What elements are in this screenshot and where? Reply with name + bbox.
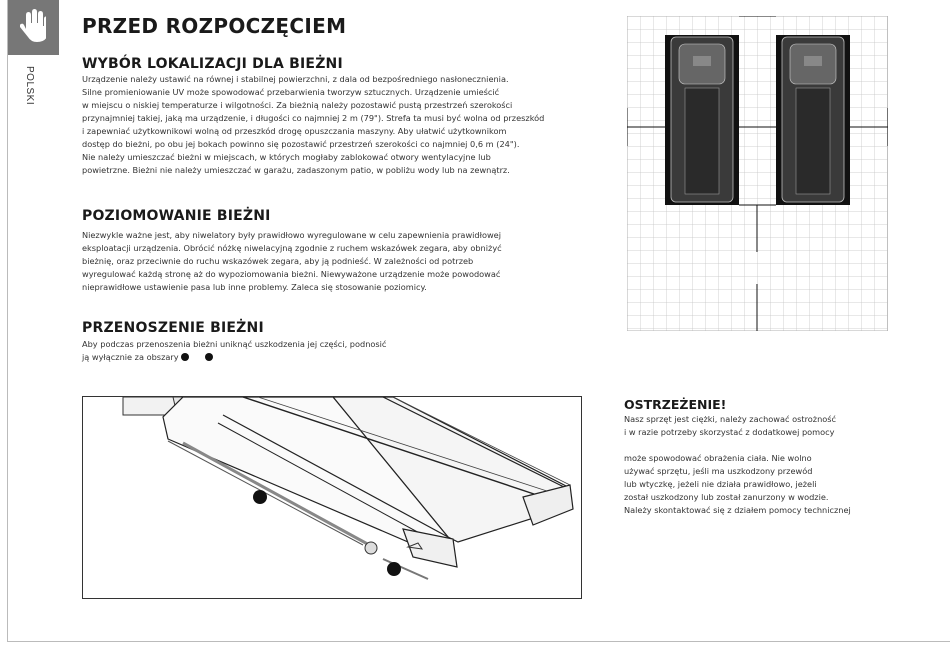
page-border-bottom (7, 641, 950, 642)
leveling-text: Niezwykle ważne jest, aby niwelatory były prawidłowo wyregulowane w celu zapewnienia prawidłowej eksploatacji urządzenia. Obrócić nóżkę niwelacyjną zgodnie z ruchem wskazówek zegara, aby obniżyć bieżnię, oraz przeciwnie do ruchu wskazówek zegara, aby ją podnieść. W zależności od potrzeb wyregulować każdą stronę aż do wypoziomowania bieżni. Niewyważone urządzenie może powodować nieprawidłowe ustawienie pasa lub inne problemy. Zaleca się stosowanie poziomicy. (82, 230, 502, 292)
hand-stop-icon (20, 9, 46, 43)
floor-space-diagram (627, 16, 888, 331)
lift-point-marker (253, 490, 267, 504)
section-heading-leveling: POZIOMOWANIE BIEŻNI (82, 208, 271, 224)
page-title: PRZED ROZPOCZĘCIEM (82, 14, 347, 38)
treadmill-lift-illustration (82, 396, 582, 599)
sidebar-icon-box (8, 0, 59, 55)
language-label: POLSKI (24, 66, 35, 106)
lift-point-marker (205, 353, 213, 361)
location-text: Urządzenie należy ustawić na równej i stabilnej powierzchni, z dala od bezpośredniego nasłonecznienia. Silne promieniowanie UV może spowodować przebarwienia tworzyw sztucznych. Urządzenie umieścić w miejscu o niskiej temperaturze i wilgotności. Za bieżnią należy pozostawić pustą przestrzeń szerokości przynajmniej takiej, jaką ma urządzenie, i długości co najmniej 2 m (79"). Strefa ta musi być wolna od przeszkód i zapewniać użytkownikowi wolną od przeszkód drogę opuszczania maszyny. Aby ułatwić użytkownikom dostęp do bieżni, po obu jej bokach powinno się pozostawić przestrzeń szerokości co najmniej 0,6 m (24"). Nie należy umieszczać bieżni w miejscach, w których mogłaby zablokować otwory wentylacyjne lub powietrzne. Bieżni nie należy umieszczać w garażu, zadaszonym patio, w pobliżu wody lub na zewnątrz. (82, 74, 545, 175)
lift-point-marker (181, 353, 189, 361)
warning-title: OSTRZEŻENIE! (624, 397, 727, 412)
moving-text: Aby podczas przenoszenia bieżni uniknąć uszkodzenia jej części, podnosić ją wyłącznie za obszary (82, 339, 387, 362)
lift-point-marker (387, 562, 401, 576)
section-heading-moving: PRZENOSZENIE BIEŻNI (82, 320, 264, 336)
section-heading-location: WYBÓR LOKALIZACJI DLA BIEŻNI (82, 56, 343, 72)
warning-text: Nasz sprzęt jest ciężki, należy zachować ostrożność i w razie potrzeby skorzystać z dodatkowej pomocy może spowodować obrażenia ciała. Nie wolno używać sprzętu, jeśli ma uszkodzony przewód lub wtyczkę, jeżeli nie działa prawidłowo, jeżeli został uszkodzony lub został zanurzony w wodzie. Należy skontaktować się z działem pomocy technicznej (624, 414, 851, 515)
